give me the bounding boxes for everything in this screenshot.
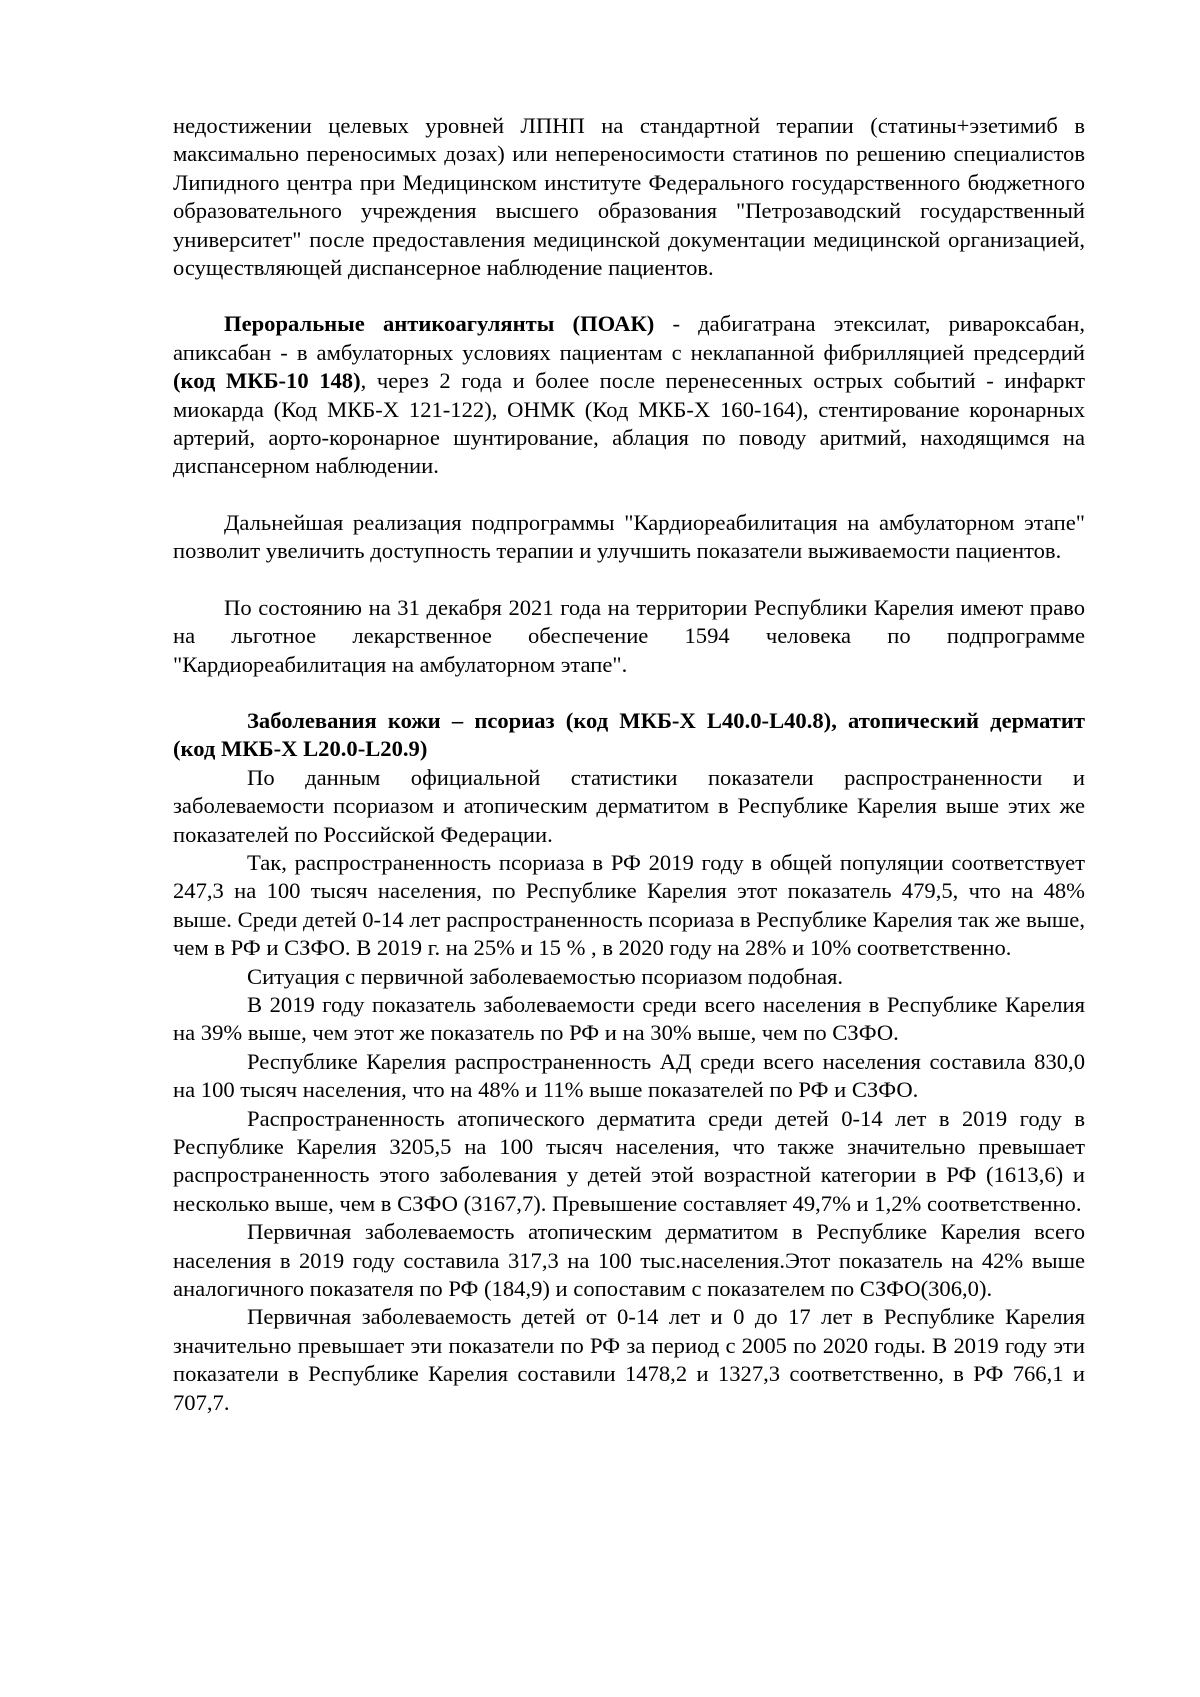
paragraph-ad-children: Распространенность атопического дерматита среди детей 0-14 лет в 2019 году в Республике Карелия 3205,5 на 100 тысяч населения, что также значительно превышает распространенность этого заболевания у детей этой возрастной категории в РФ (1613,6) и несколько выше, чем в СЗФО (3167,7). Превышение составляет 49,7% и 1,2% соответственно. xyxy=(173,1105,1085,1216)
icd-code-bold: (код МКБ-10 148) xyxy=(173,368,361,394)
paragraph-status-2021: По состоянию на 31 декабря 2021 года на территории Республики Карелия имеют право на льготное лекарственное обеспечение 1594 человека по подпрограмме "Кардиореабилитация на амбулаторном этапе". xyxy=(173,594,1085,677)
paragraph-lipid-center: недостижении целевых уровней ЛПНП на стандартной терапии (статины+эзетимиб в максимально переносимых дозах) или непереносимости статинов по решению специалистов Липидного центра при Медицинском институте Федерального государственного бюджетного образовательного учреждения высшего образования "Петрозаводский государственный университет" после предоставления медицинской документации медицинской организацией, осуществляющей диспансерное наблюдение пациентов. xyxy=(173,113,1085,281)
paragraph-statistics: По данным официальной статистики показатели распространенности и заболеваемости псориазом и атопическим дерматитом в Республике Карелия выше этих же показателей по Российской Федерации. xyxy=(173,764,1085,847)
paragraph-ad-prevalence: Республике Карелия распространенность АД среди всего населения составила 830,0 на 100 тысяч населения, что на 48% и 11% выше показателей по РФ и СЗФО. xyxy=(173,1048,1085,1103)
paragraph-incidence-2019: В 2019 году показатель заболеваемости среди всего населения в Республике Карелия на 39% выше, чем этот же показатель по РФ и на 30% выше, чем по СЗФО. xyxy=(173,991,1085,1046)
anticoagulants-heading: Пероральные антикоагулянты (ПОАК) xyxy=(224,311,655,337)
document-page xyxy=(173,112,1085,1417)
paragraph-children-incidence: Первичная заболеваемость детей от 0-14 лет и 0 до 17 лет в Республике Карелия значительно превышает эти показатели по РФ за период с 2005 по 2020 годы. В 2019 году эти показатели в Республике Карелия составили 1478,2 и 1327,3 соответственно, в РФ 766,1 и 707,7. xyxy=(173,1304,1085,1415)
paragraph-anticoagulants xyxy=(173,310,1085,480)
paragraph-psoriasis-prevalence: Так, распространенность псориаза в РФ 2019 году в общей популяции соответствует 247,3 на 100 тысяч населения, по Республике Карелия этот показатель 479,5, что на 48% выше. Среди детей 0-14 лет распространенность псориаза в Республике Карелия так же выше, чем в РФ и СЗФО. В 2019 г. на 25% и 15 % , в 2020 году на 28% и 10% соответственно. xyxy=(173,849,1085,961)
anticoagulants-text-1: - дабигатрана этексилат, ривароксабан, апиксабан - в амбулаторных условиях пациентам с неклапанной фибрилляцией предсердий xyxy=(173,311,1085,365)
paragraph-primary-incidence: Ситуация с первичной заболеваемостью псориазом подобная. xyxy=(247,963,844,989)
anticoagulants-text-2: , через 2 года и более после перенесенных острых событий - инфаркт миокарда (Код МКБ-Х 121-122), ОНМК (Код МКБ-Х 160-164), стентирование коронарных артерий, аорто-коронарное шунтирование, аблация по поводу аритмий, находящимся на диспансерном наблюдении. xyxy=(173,368,1086,479)
section-heading-skin-diseases: Заболевания кожи – псориаз (код МКБ-Х L40.0-L40.8), атопический дерматит (код МКБ-Х L20.0-L20.9) xyxy=(173,707,1085,762)
paragraph-ad-primary-incidence: Первичная заболеваемость атопическим дерматитом в Республике Карелия всего населения в 2019 году составила 317,3 на 100 тыс.населения.Этот показатель на 42% выше аналогичного показателя по РФ (184,9) и сопоставим с показателем по СЗФО(306,0). xyxy=(173,1219,1085,1302)
paragraph-program-implementation: Дальнейшая реализация подпрограммы "Кардиореабилитация на амбулаторном этапе" позволит увеличить доступность терапии и улучшить показатели выживаемости пациентов. xyxy=(173,509,1085,564)
